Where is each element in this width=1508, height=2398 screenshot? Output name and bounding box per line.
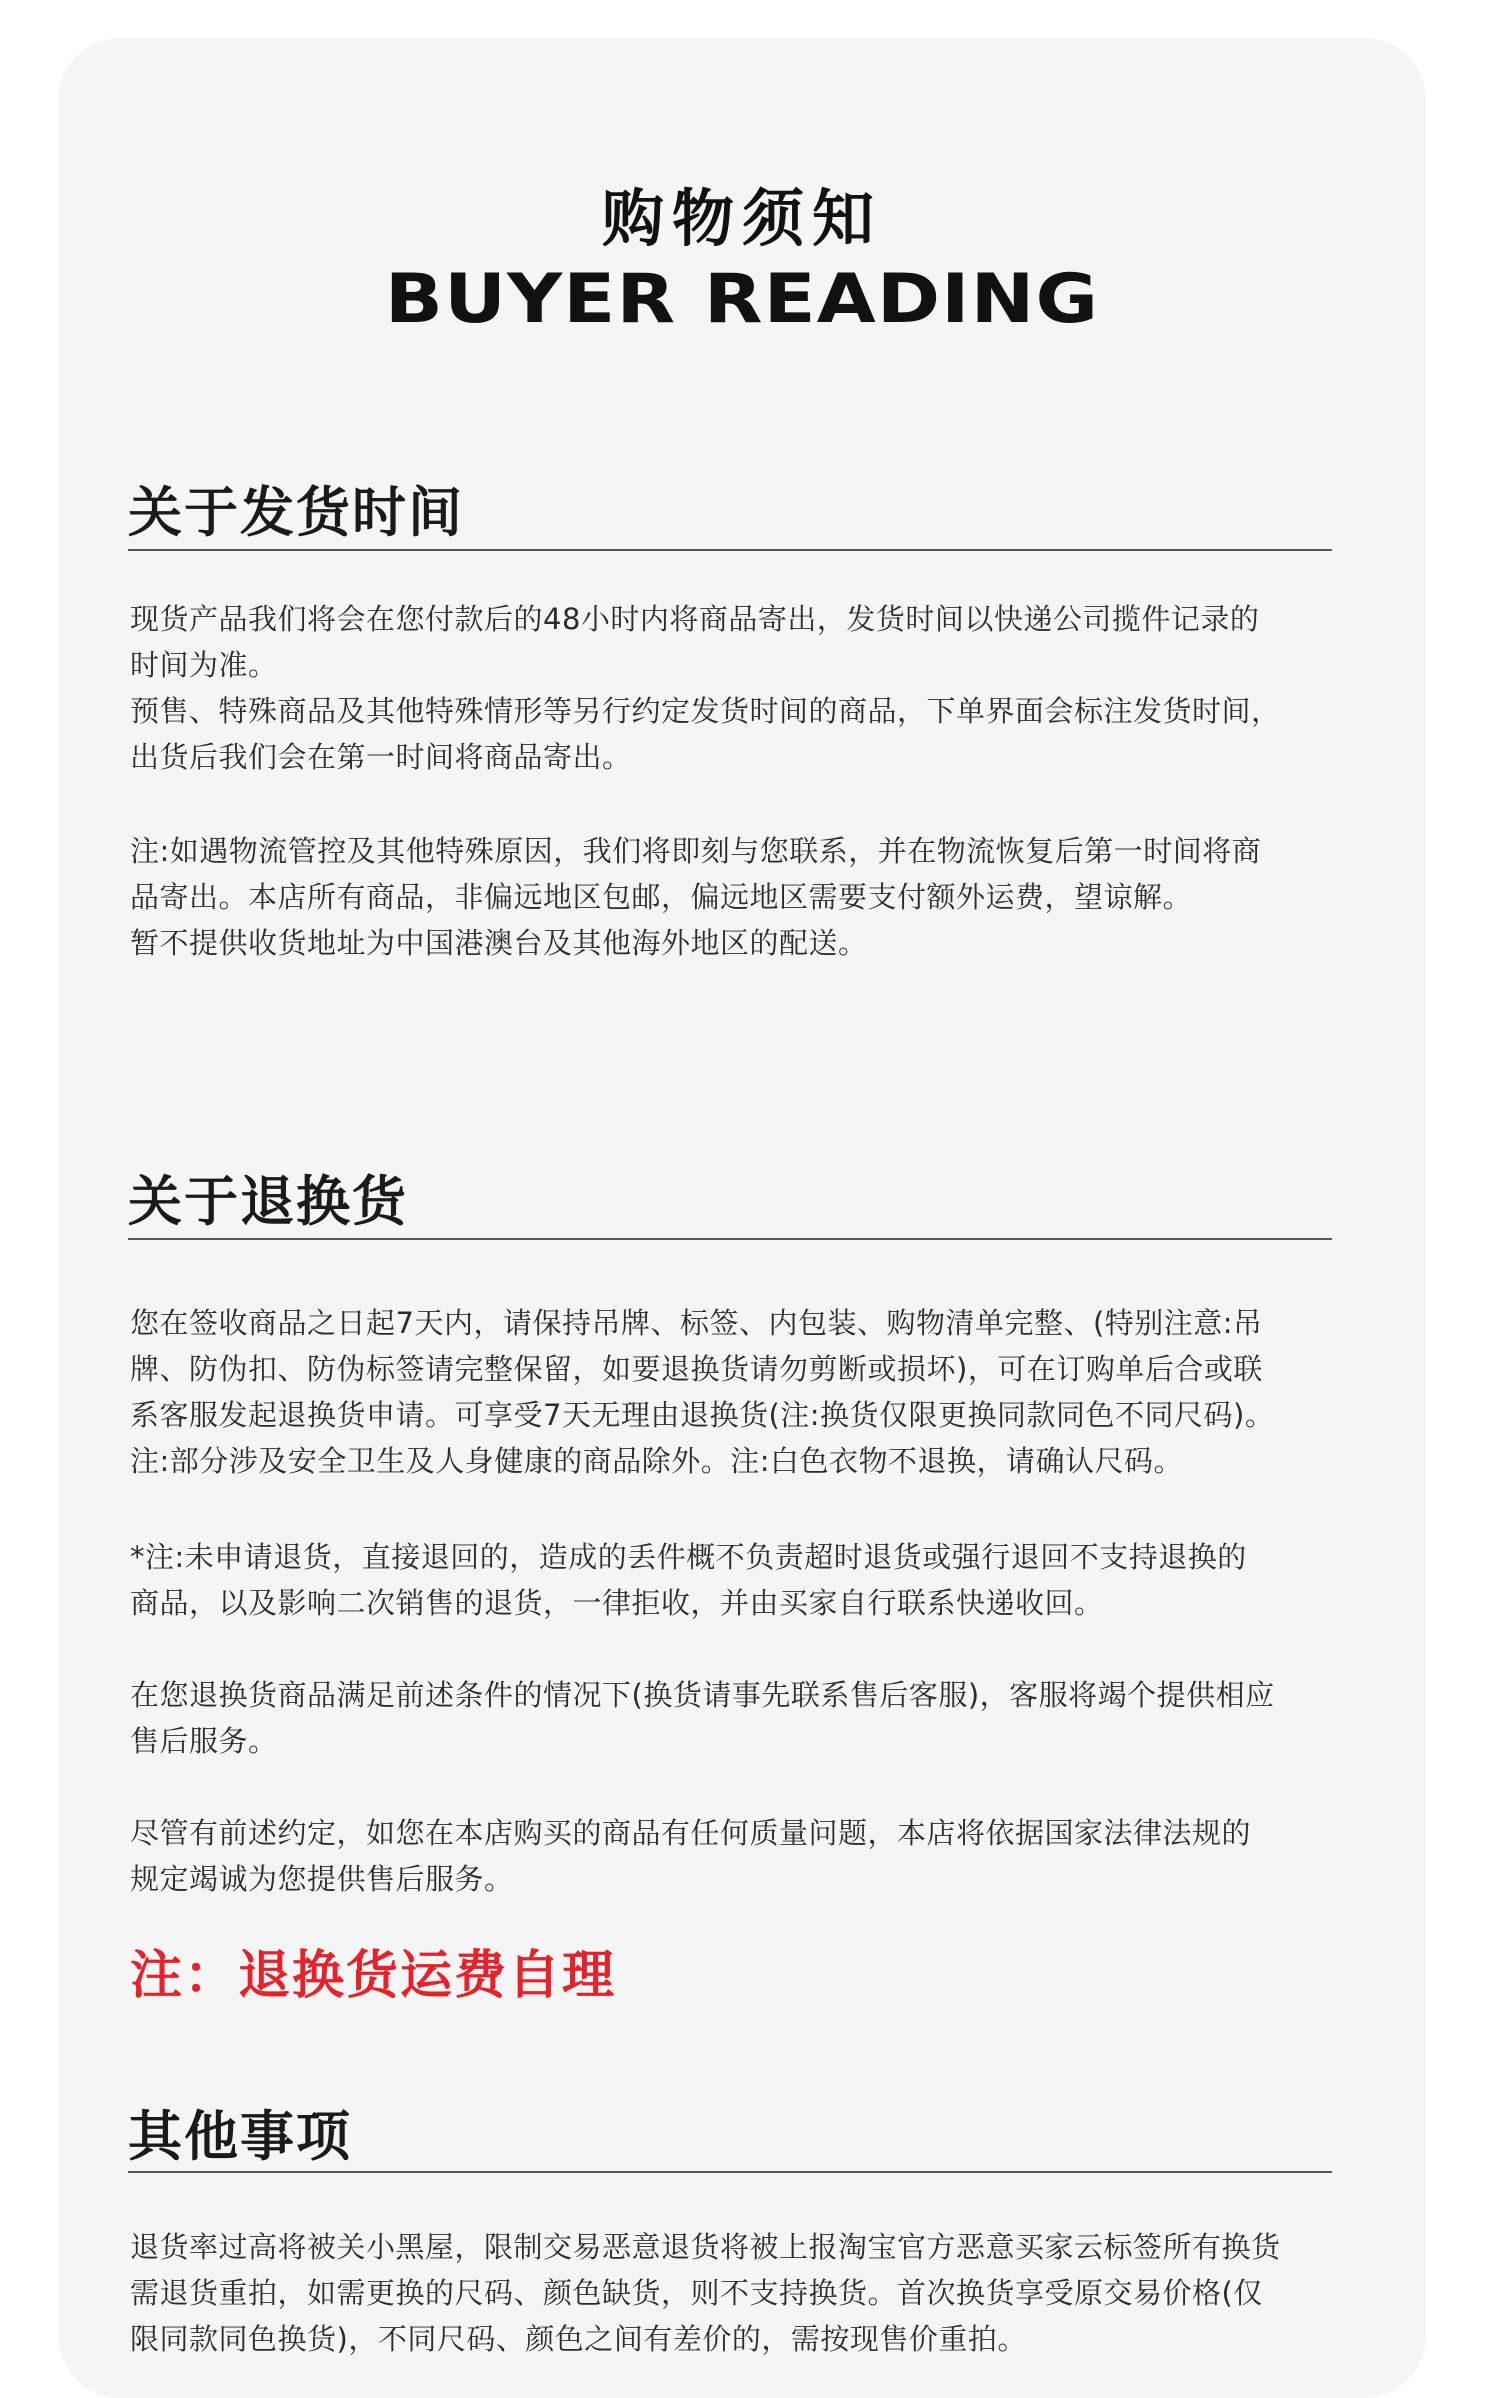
text-line: 尽管有前述约定，如您在本店购买的商品有任何质量问题，本店将依据国家法律法规的 xyxy=(130,1816,1252,1850)
text-line: 预售、特殊商品及其他特殊情形等另行约定发货时间的商品，下单界面会标注发货时间， xyxy=(130,694,1281,728)
section-title-other: 其他事项 xyxy=(128,2105,352,2168)
shipping-paragraph-1 xyxy=(130,596,1360,780)
returns-paragraph-1 xyxy=(130,1300,1360,1484)
buyer-reading-card xyxy=(58,38,1426,2398)
page-title-cn: 购物须知 xyxy=(601,182,882,255)
text-line: 出货后我们会在第一时间将商品寄出。 xyxy=(130,740,632,774)
text-line: 注:部分涉及安全卫生及人身健康的商品除外。注:白色衣物不退换，请确认尺码。 xyxy=(130,1444,1184,1478)
text-line: 商品，以及影响二次销售的退货，一律拒收，并由买家自行联系快递收回。 xyxy=(130,1586,1104,1620)
page-title-en: BUYER READING xyxy=(384,260,1100,339)
text-line: 品寄出。本店所有商品，非偏远地区包邮，偏远地区需要支付额外运费，望谅解。 xyxy=(130,880,1193,914)
shipping-paragraph-2 xyxy=(130,828,1360,966)
text-line: 限同款同色换货)，不同尺码、颜色之间有差价的，需按现售价重拍。 xyxy=(130,2322,1027,2356)
text-line: 暂不提供收货地址为中国港澳台及其他海外地区的配送。 xyxy=(130,926,868,960)
shipping-fee-notice: 注：退换货运费自理 xyxy=(130,1946,617,2006)
text-line: *注:未申请退货，直接退回的，造成的丢件概不负责超时退货或强行退回不支持退换的 xyxy=(130,1540,1247,1574)
text-line: 在您退换货商品满足前述条件的情况下(换货请事先联系售后客服)，客服将竭个提供相应 xyxy=(130,1678,1275,1712)
section-divider-returns xyxy=(128,1238,1332,1240)
text-line: 系客服发起退换货申请。可享受7天无理由退换货(注:换货仅限更换同款同色不同尺码)。 xyxy=(130,1398,1275,1432)
text-line: 规定竭诚为您提供售后服务。 xyxy=(130,1862,514,1896)
text-line: 现货产品我们将会在您付款后的48小时内将商品寄出，发货时间以快递公司揽件记录的 xyxy=(130,602,1260,636)
text-line: 牌、防伪扣、防伪标签请完整保留，如要退换货请勿剪断或损坏)，可在订购单后合或联 xyxy=(130,1352,1263,1386)
section-title-shipping: 关于发货时间 xyxy=(128,481,464,544)
text-line: 您在签收商品之日起7天内，请保持吊牌、标签、内包装、购物清单完整、(特别注意:吊 xyxy=(130,1306,1263,1340)
section-divider-other xyxy=(128,2171,1332,2173)
text-line: 时间为准。 xyxy=(130,648,278,682)
text-line: 需退货重拍，如需更换的尺码、颜色缺货，则不支持换货。首次换货享受原交易价格(仅 xyxy=(130,2276,1263,2310)
returns-paragraph-4 xyxy=(130,1810,1360,1902)
text-line: 注:如遇物流管控及其他特殊原因，我们将即刻与您联系，并在物流恢复后第一时间将商 xyxy=(130,834,1262,868)
text-line: 退货率过高将被关小黑屋，限制交易恶意退货将被上报淘宝官方恶意买家云标签所有换货 xyxy=(130,2230,1281,2264)
section-divider-shipping xyxy=(128,549,1332,551)
other-paragraph-1 xyxy=(130,2224,1360,2362)
returns-paragraph-3 xyxy=(130,1672,1360,1764)
section-title-returns: 关于退换货 xyxy=(128,1170,408,1233)
text-line: 售后服务。 xyxy=(130,1724,278,1758)
returns-paragraph-2 xyxy=(130,1534,1360,1626)
